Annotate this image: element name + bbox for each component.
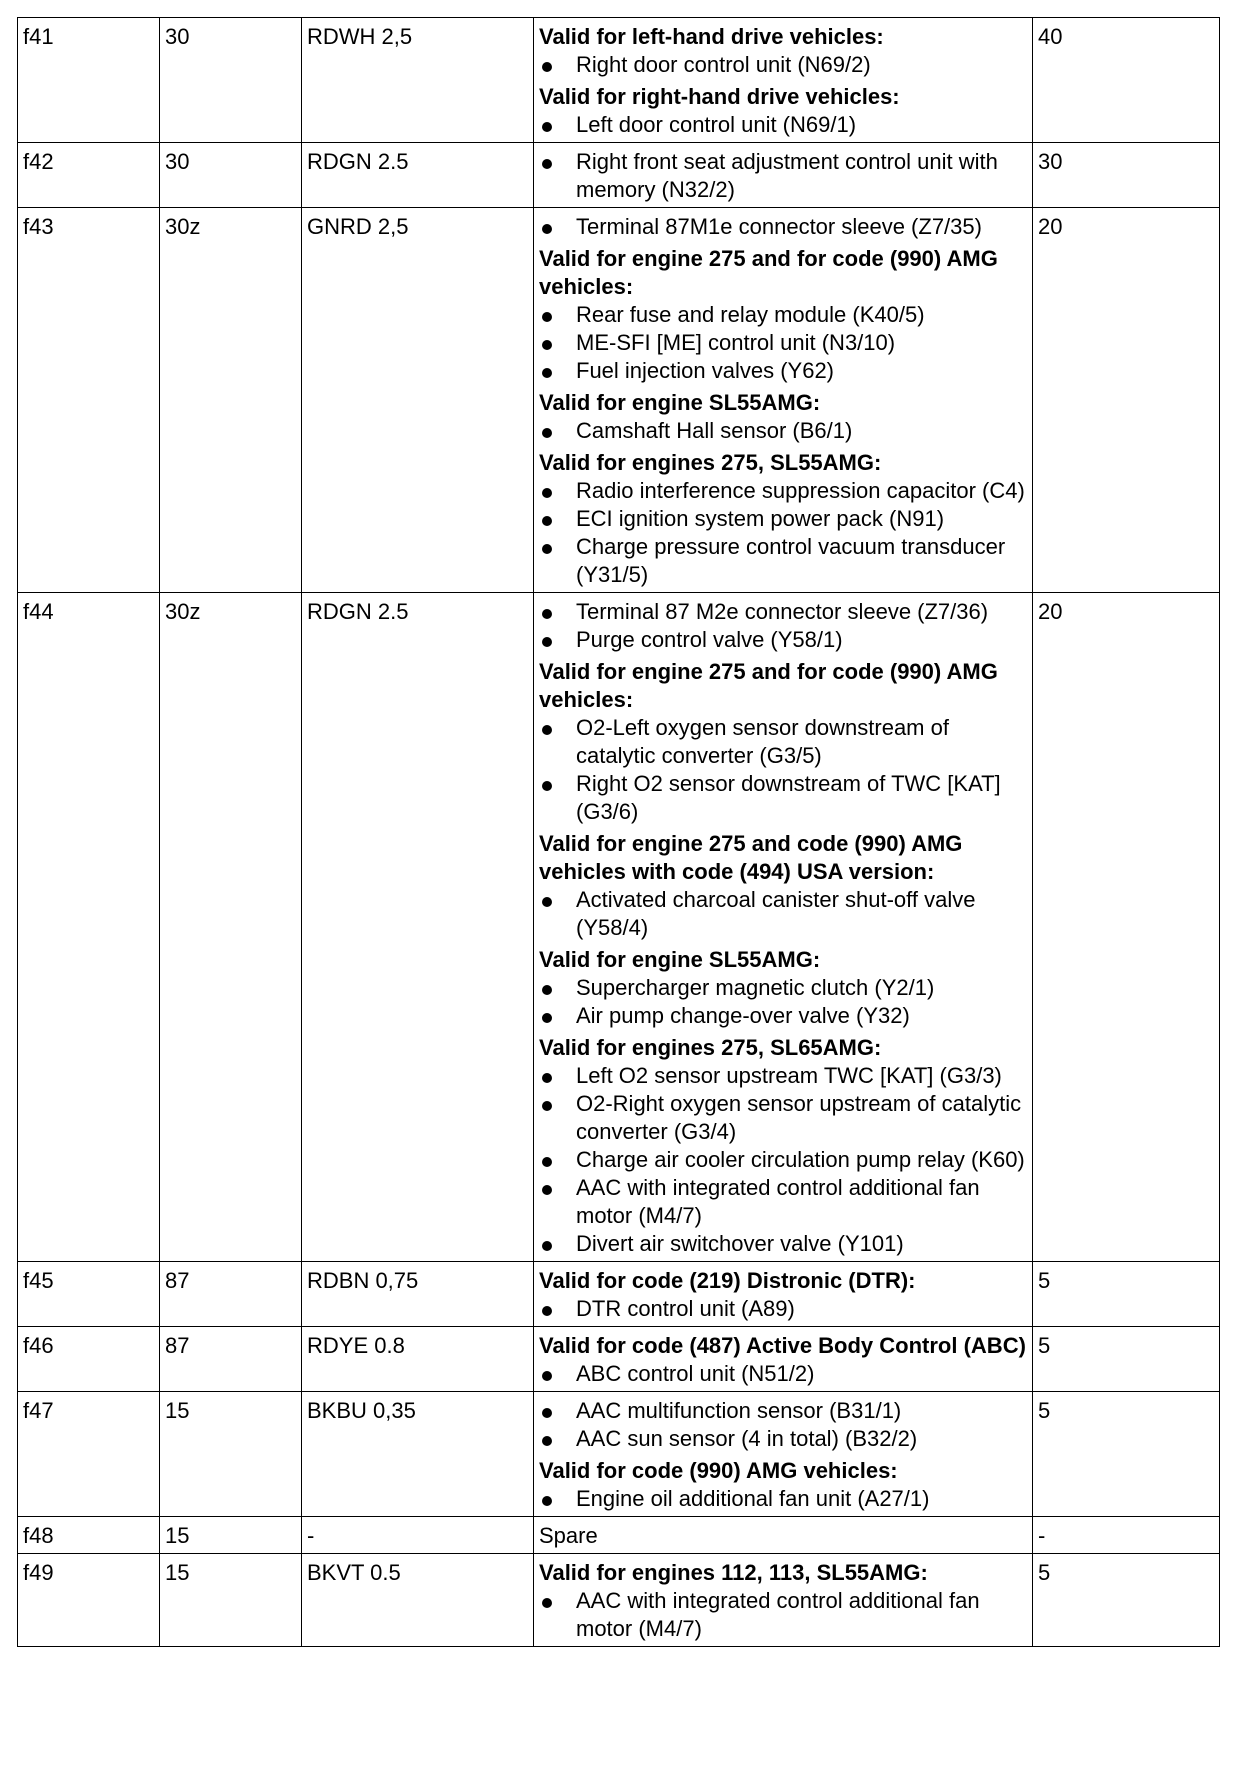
fuse-rating-cell: 40: [1033, 18, 1220, 143]
fuse-rating-cell: 20: [1033, 593, 1220, 1262]
consumer-bullet-item: ECI ignition system power pack (N91): [539, 505, 1028, 533]
wire-color-cell: -: [302, 1517, 534, 1554]
fuse-row-f43: [18, 208, 1220, 593]
terminal-cell: 87: [160, 1327, 302, 1392]
validity-heading: Valid for engine SL55AMG:: [539, 390, 821, 415]
wire-color-cell: BKBU 0,35: [302, 1392, 534, 1517]
terminal-cell: 15: [160, 1517, 302, 1554]
consumer-bullet-item: Purge control valve (Y58/1): [539, 626, 1028, 654]
wire-color-cell: RDGN 2.5: [302, 593, 534, 1262]
terminal-cell: 30z: [160, 593, 302, 1262]
wire-color-cell: RDBN 0,75: [302, 1262, 534, 1327]
consumer-bullet-item: Charge pressure control vacuum transducer (Y31/5): [539, 533, 1028, 589]
fuse-rating-cell: -: [1033, 1517, 1220, 1554]
consumer-description-cell: [534, 1554, 1033, 1647]
wire-color-cell: RDWH 2,5: [302, 18, 534, 143]
validity-heading: Valid for engine 275 and for code (990) AMG vehicles:: [539, 246, 998, 299]
fuse-rating-cell: 5: [1033, 1554, 1220, 1647]
validity-heading: Valid for code (487) Active Body Control (ABC): [539, 1333, 1026, 1358]
consumer-bullet-item: Fuel injection valves (Y62): [539, 357, 1028, 385]
validity-heading: Valid for right-hand drive vehicles:: [539, 84, 900, 109]
fuse-row-f46: [18, 1327, 1220, 1392]
consumer-description-cell: [534, 1517, 1033, 1554]
consumer-description-cell: [534, 1327, 1033, 1392]
wire-color-cell: BKVT 0.5: [302, 1554, 534, 1647]
fuse-row-f42: [18, 143, 1220, 208]
fuse-row-f44: [18, 593, 1220, 1262]
validity-heading: Valid for engines 275, SL55AMG:: [539, 450, 882, 475]
terminal-cell: 30z: [160, 208, 302, 593]
consumer-bullet-item: Divert air switchover valve (Y101): [539, 1230, 1028, 1258]
validity-heading: Valid for engine 275 and code (990) AMG vehicles with code (494) USA version:: [539, 831, 963, 884]
validity-heading: Valid for left-hand drive vehicles:: [539, 24, 884, 49]
terminal-cell: 30: [160, 143, 302, 208]
consumer-bullet-item: AAC with integrated control additional fan motor (M4/7): [539, 1174, 1028, 1230]
fuse-row-f45: [18, 1262, 1220, 1327]
validity-heading: Valid for engine SL55AMG:: [539, 947, 821, 972]
terminal-cell: 15: [160, 1392, 302, 1517]
wire-color-cell: GNRD 2,5: [302, 208, 534, 593]
consumer-bullet-item: Terminal 87 M2e connector sleeve (Z7/36): [539, 598, 1028, 626]
fuse-number-cell: f43: [18, 208, 160, 593]
fuse-number-cell: f46: [18, 1327, 160, 1392]
fuse-table-body: [18, 18, 1220, 1647]
validity-heading: Valid for engines 275, SL65AMG:: [539, 1035, 882, 1060]
fuse-row-f41: [18, 18, 1220, 143]
consumer-description-cell: [534, 208, 1033, 593]
fuse-rating-cell: 30: [1033, 143, 1220, 208]
consumer-bullet-item: AAC sun sensor (4 in total) (B32/2): [539, 1425, 1028, 1453]
consumer-bullet-item: Left O2 sensor upstream TWC [KAT] (G3/3): [539, 1062, 1028, 1090]
description-text: Spare: [539, 1523, 598, 1548]
consumer-bullet-item: Charge air cooler circulation pump relay (K60): [539, 1146, 1028, 1174]
validity-heading: Valid for engines 112, 113, SL55AMG:: [539, 1560, 928, 1585]
consumer-bullet-item: Activated charcoal canister shut-off valve (Y58/4): [539, 886, 1028, 942]
consumer-bullet-item: ABC control unit (N51/2): [539, 1360, 1028, 1388]
terminal-cell: 87: [160, 1262, 302, 1327]
fuse-rating-cell: 5: [1033, 1262, 1220, 1327]
wire-color-cell: RDGN 2.5: [302, 143, 534, 208]
fuse-table-container: [17, 17, 1219, 1647]
validity-heading: Valid for code (990) AMG vehicles:: [539, 1458, 898, 1483]
terminal-cell: 30: [160, 18, 302, 143]
fuse-number-cell: f47: [18, 1392, 160, 1517]
consumer-bullet-item: Terminal 87M1e connector sleeve (Z7/35): [539, 213, 1028, 241]
consumer-bullet-item: Rear fuse and relay module (K40/5): [539, 301, 1028, 329]
terminal-cell: 15: [160, 1554, 302, 1647]
consumer-bullet-item: Radio interference suppression capacitor (C4): [539, 477, 1028, 505]
fuse-number-cell: f42: [18, 143, 160, 208]
consumer-bullet-item: Camshaft Hall sensor (B6/1): [539, 417, 1028, 445]
consumer-bullet-item: Left door control unit (N69/1): [539, 111, 1028, 139]
consumer-description-cell: [534, 18, 1033, 143]
consumer-bullet-item: Right O2 sensor downstream of TWC [KAT] (G3/6): [539, 770, 1028, 826]
wire-color-cell: RDYE 0.8: [302, 1327, 534, 1392]
fuse-number-cell: f44: [18, 593, 160, 1262]
consumer-description-cell: [534, 1262, 1033, 1327]
fuse-row-f49: [18, 1554, 1220, 1647]
consumer-bullet-item: O2-Right oxygen sensor upstream of catalytic converter (G3/4): [539, 1090, 1028, 1146]
validity-heading: Valid for engine 275 and for code (990) AMG vehicles:: [539, 659, 998, 712]
consumer-bullet-item: AAC multifunction sensor (B31/1): [539, 1397, 1028, 1425]
validity-heading: Valid for code (219) Distronic (DTR):: [539, 1268, 916, 1293]
fuse-rating-cell: 5: [1033, 1327, 1220, 1392]
fuse-number-cell: f49: [18, 1554, 160, 1647]
consumer-bullet-item: Engine oil additional fan unit (A27/1): [539, 1485, 1028, 1513]
consumer-bullet-item: DTR control unit (A89): [539, 1295, 1028, 1323]
consumer-description-cell: [534, 593, 1033, 1262]
consumer-bullet-item: Right front seat adjustment control unit with memory (N32/2): [539, 148, 1028, 204]
consumer-bullet-item: AAC with integrated control additional fan motor (M4/7): [539, 1587, 1028, 1643]
consumer-bullet-item: Air pump change-over valve (Y32): [539, 1002, 1028, 1030]
fuse-number-cell: f41: [18, 18, 160, 143]
fuse-row-f47: [18, 1392, 1220, 1517]
consumer-bullet-item: Supercharger magnetic clutch (Y2/1): [539, 974, 1028, 1002]
consumer-description-cell: [534, 1392, 1033, 1517]
fuse-rating-cell: 5: [1033, 1392, 1220, 1517]
consumer-bullet-item: O2-Left oxygen sensor downstream of catalytic converter (G3/5): [539, 714, 1028, 770]
fuse-number-cell: f48: [18, 1517, 160, 1554]
consumer-bullet-item: ME-SFI [ME] control unit (N3/10): [539, 329, 1028, 357]
consumer-bullet-item: Right door control unit (N69/2): [539, 51, 1028, 79]
consumer-description-cell: [534, 143, 1033, 208]
fuse-allocation-table: [17, 17, 1220, 1647]
fuse-rating-cell: 20: [1033, 208, 1220, 593]
fuse-number-cell: f45: [18, 1262, 160, 1327]
fuse-row-f48: [18, 1517, 1220, 1554]
